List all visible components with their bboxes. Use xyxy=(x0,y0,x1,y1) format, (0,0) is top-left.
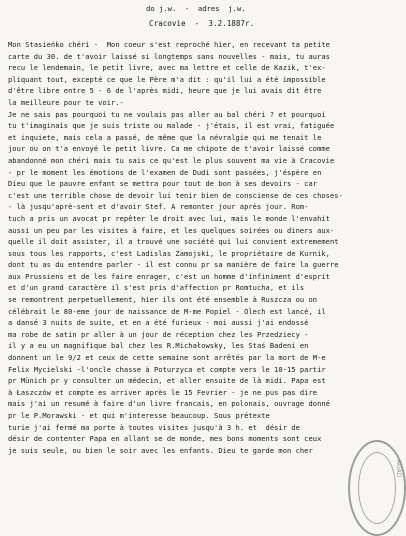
letter-line: c'est une terrible chose de devoir lui tenir bien de consciense de ces choses- xyxy=(8,190,343,200)
header-date-line: Cracovie - 3.2.1887r. xyxy=(149,19,255,28)
letter-line: jour ou on t'a envoyé le petit livre. Ca me chipote de t'avoir laissé comme xyxy=(8,144,330,154)
letter-line: ma robe de satin pr aller à un jour de réception chez les Przedziecy - xyxy=(8,329,309,339)
letter-line: donnent un le 9/2 et ceux de cette semaine sont arrêtés par la mort de M-e xyxy=(8,353,326,363)
letter-line: je suis seule, ou bien le soir avec les enfants. Dieu te garde mon cher xyxy=(8,445,313,455)
letter-line: à Łaszczów et compte es arriver après le 15 Fevrier - je ne pus pas dire xyxy=(8,387,318,397)
letter-line: Dieu que le pauvre enfant se mettra pour tout de bon à ses devoirs - car xyxy=(8,179,318,189)
archive-stamp-icon xyxy=(348,440,406,536)
letter-line: Mon Stasieńko chéri - Mon coeur s'est reproché hier, en recevant ta petite xyxy=(8,40,330,49)
letter-line: il y a eu un magnifique bal chez les R.Michałowsky, les Staś Badeni en xyxy=(8,341,309,351)
letter-line: - pr le moment les émotions de l'examen de Dudi sont passées, j'éspère en xyxy=(8,167,322,177)
letter-line: Felix Mycielski -l'oncle chasse à Poturzyca et compte vers le 10-15 partir xyxy=(8,364,326,374)
letter-line: sous tous les rapports, c'est Ladislas Zamojski, le propriétaire de Kurnik, xyxy=(8,248,330,258)
letter-line: quelle il doit assister, il a trouvé une société qui lui convient extremement xyxy=(8,237,339,247)
letter-line: abandonné mon chéri mais tu sais ce qu'est le plus souvent ma vie à Cracovie xyxy=(8,155,335,165)
letter-line: d'être libre entre 5 - 6 de l'après midi, heure que je lui avais dit être xyxy=(8,86,322,96)
letter-line: pr le P.Morawski - et qui m'interesse beaucoup. Sous prétexte xyxy=(8,411,270,420)
letter-line: aussi un peu par les visites à faire, et les quelques soirées ou diners aux- xyxy=(8,225,335,235)
letter-body xyxy=(8,39,396,456)
letter-line: mais j'ai un resumé à faire d'un livre francais, en polonais, ouvrage donné xyxy=(8,399,330,409)
stamp-text: AGAD xyxy=(395,460,402,478)
letter-line: carte du 30. de t'avoir laissé si longtemps sans nouvelles - mais, tu auras xyxy=(8,51,330,61)
letter-line: dont tu as du entendre parler - il est connu pr sa manière de faire la guerre xyxy=(8,260,339,270)
letter-line: pliquant tout, excepté ce que le Père m'a dit : qu'il lui a été impossible xyxy=(8,74,326,84)
letter-line: et d'un grand caractère il s'est pris d'affection pr Romtucha, et ils xyxy=(8,283,305,293)
letter-line: la meilleure pour te voir.- xyxy=(8,97,124,107)
letter-line: aux Prussiens et de les faire enrager, c'est un homme d'infiniment d'esprit xyxy=(8,271,330,281)
letter-line: désir de contenter Papa en allant se de monde, mes bons moments sont ceux xyxy=(8,434,322,444)
letter-line: Je ne sais pas pourquoi tu ne voulais pas aller au bal chéri ? et pourquoi xyxy=(8,109,326,119)
letter-line: pr Münich pr y consulter un médecin, et aller ensuite de là midi. Papa est xyxy=(8,376,326,386)
stamp-inner-ring xyxy=(358,452,396,524)
letter-line: turie j'ai fermé ma porte à toutes visites jusqu'à 3 h. et désir de xyxy=(8,422,300,432)
letter-line: tu t'imaginais que je suis triste ou malade - j'étais, il est vrai, fatiguée xyxy=(8,121,335,131)
letter-line: célébrait le 80-eme jour de naissance de M-me Popiel - Olech est lancé, il xyxy=(8,306,326,316)
letter-line: recu le lendemain, le petit livre, avec ma lettre et celle de Kazik, t'ex- xyxy=(8,63,326,73)
letter-line: a dansé 3 nuits de suite, et en a été furieux - moi aussi j'ai endossé xyxy=(8,318,309,328)
letter-line: et inquiete, mais cela a passé, de même que la névralgie qui me tenait le xyxy=(8,132,322,142)
letter-line: - là jusqu'aprè-sent et d'avoir Stef. A remonter jour après jour. Rom- xyxy=(8,202,309,212)
letter-line: se remontrent perpetuellement, hier ils ont été ensemble à Ruszcza ou on xyxy=(8,295,318,305)
letter-line: tuch a pris un avocat pr repêter le droit avec lui, mais le monde l'envahit xyxy=(8,213,330,223)
header-address-line: do j.w. - adres j.w. xyxy=(146,4,246,13)
